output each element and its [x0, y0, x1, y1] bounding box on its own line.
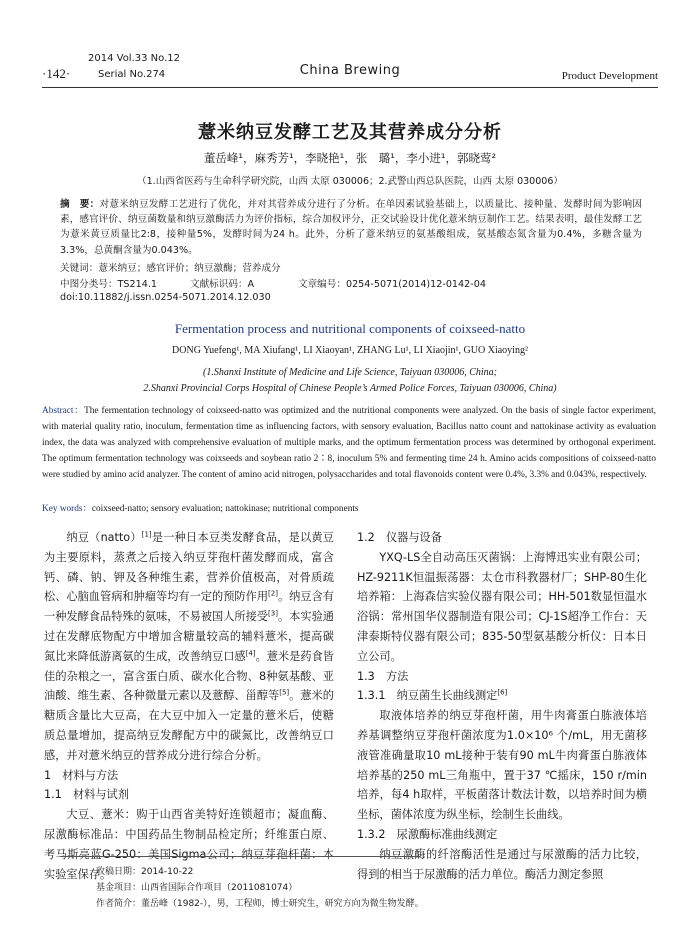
- english-abstract-text: The fermentation technology of coixseed-natto was optimized and the nutritional components were analyzed. On the basis of single factor experiment, with material quality ratio, inoculum, fermentation time as influencing factors, with sensory evaluation, Bacillus natto count and nattokinase activity as evaluation index, the data was analyzed with comprehensive evaluation of multiple marks, and the optimum fermentation process was determined by orthogonal experiment. The optimum fermentation technology was coixseeds and soybean ratio 2∶8, inoculum 5% and fermenting time 24 h. Amino acids compositions of coixseed-natto were studied by amino acid analyzer. The content of amino acid nitrogen, polysaccharides and total flavonoids content were 0.4%, 3.3% and 0.043%, respectively.: [42, 406, 656, 481]
- english-affiliation-2: 2.Shanxi Provincial Corps Hospital of Chinese People’s Armed Police Forces, Taiyuan 030006, China): [143, 383, 557, 394]
- english-affiliation-1: (1.Shanxi Institute of Medicine and Life Science, Taiyuan 030006, China;: [202, 367, 498, 378]
- footnote-received: 收稿日期：2014-10-22: [96, 867, 194, 877]
- section-name: Product Development: [561, 70, 658, 82]
- citation-3: [3]: [268, 609, 278, 618]
- english-abstract: [42, 403, 656, 483]
- citation-5: [5]: [279, 688, 290, 697]
- english-title: Fermentation process and nutritional components of coixseed-natto: [174, 321, 526, 336]
- keywords-zh: 关键词：薏米纳豆；感官评价；纳豆激酶；营养成分: [60, 263, 281, 274]
- section-heading-1-1: 1.1 材料与试剂: [44, 788, 129, 802]
- article-number: 文章编号：0254-5071(2014)12-0142-04: [298, 279, 486, 290]
- intro-text-1: 纳豆（natto）: [66, 531, 142, 544]
- growth-curve-paragraph: 取液体培养的纳豆芽孢杆菌，用牛肉膏蛋白胨液体培养基调整纳豆芽孢杆菌浓度为1.0×10⁶ 个/mL，用无菌移液管准确量取10 mL接种于装有90 mL牛肉膏蛋白胨液体培养基的250 mL三角瓶中，置于37 ℃摇床，150 r/min培养，每4 h取样，平板菌落计数法计数，以培养时间为横坐标，菌体浓度为纵坐标，绘制生长曲线。: [357, 709, 647, 822]
- doi: doi:10.11882/j.issn.0254-5071.2014.12.030: [60, 292, 271, 303]
- intro-text-5: 。薏米是药食皆佳的杂粮之一，富含蛋白质、碳水化合物、8种氨基酸、亚油酸、维生素、各种微量元素以及薏醇、甾醇等: [44, 649, 334, 703]
- volume-info: 2014 Vol.33 No.12: [88, 53, 180, 64]
- intro-text-4: 。本实验通过在发酵底物配方中增加含糖量较高的辅料薏米，提高碳氮比来降低游离氨的生成，改善纳豆口感: [44, 610, 334, 663]
- clc-number: 中图分类号：TS214.1: [60, 279, 157, 290]
- serial-info: Serial No.274: [98, 69, 166, 80]
- section-heading-1-2: 1.2 仪器与设备: [357, 531, 442, 544]
- citation-1: [1]: [141, 530, 152, 539]
- affiliation-zh: （1.山西省医药与生命科学研究院，山西 太原 030006；2.武警山西总队医院，山西 太原 030006）: [137, 176, 563, 187]
- intro-text-3: 。纳豆含有一种发酵食品特殊的氨味，不易被国人所接受: [44, 590, 334, 624]
- section-heading-1-3: 1.3 方法: [357, 669, 409, 683]
- materials-paragraph: 大豆、薏米：购于山西省美特好连锁超市；凝血酶、尿激酶标准品：中国药品生物制品检定所；纤维蛋白原、考马斯亮蓝G-250：美国Sigma公司；纳豆芽孢杆菌：本实验室保存。: [44, 808, 334, 881]
- article-title: 薏米纳豆发酵工艺及其营养成分分析: [198, 122, 502, 143]
- body-right-column: [357, 528, 647, 884]
- english-keywords-text: coixseed-natto; sensory evaluation; nattokinase; nutritional components: [91, 504, 359, 514]
- footnote-fund: 基金项目：山西省国际合作项目（2011081074）: [96, 883, 298, 893]
- section-heading-1: 1 材料与方法: [44, 768, 119, 782]
- abstract-zh: [60, 197, 642, 258]
- document-code: 文献标识码：A: [190, 279, 255, 290]
- heading-1-3-1-text: 1.3.1 纳豆菌生长曲线测定: [357, 689, 498, 703]
- intro-text-6: 。薏米的糖质含量比大豆高，在大豆中加入一定量的薏米后，使糖质总量增加，提高纳豆发酵配方中的碳氮比，改善纳豆口感，并对薏米纳豆的营养成分进行综合分析。: [44, 689, 334, 762]
- journal-name: China Brewing: [299, 63, 401, 78]
- header-divider: [42, 87, 658, 88]
- equipment-paragraph: YXQ-LS全自动高压灭菌锅：上海博迅实业有限公司；HZ-9211K恒温振荡器：太仓市科教器材厂；SHP-80生化培养箱：上海森信实验仪器有限公司；HH-501数显恒温水浴锅：常州国华仪器制造有限公司；CJ-1S超净工作台：天津泰斯特仪器有限公司；835-50型氨基酸分析仪：日本日立公司。: [357, 550, 647, 663]
- intro-text-2: 是一种日本豆类发酵食品，是以黄豆为主要原料，蒸煮之后接入纳豆芽孢杆菌发酵而成，富含钙、磷、钠、钾及各种维生素，营养价值极高，对骨质疏松、心脑血管病和肿瘤等均有一定的预防作用: [44, 531, 334, 604]
- english-authors: DONG Yuefeng¹, MA Xiufang¹, LI Xiaoyan¹, ZHANG Lu¹, LI Xiaojin¹, GUO Xiaoying²: [172, 345, 528, 356]
- abstract-zh-text: 对薏米纳豆发酵工艺进行了优化，并对其营养成分进行了分析。在单因素试验基础上，以质量比、接种量、发酵时间为影响因素，感官评价、纳豆菌数量和纳豆激酶活力为评价指标，综合加权评分，正交试验设计优化薏米纳豆制作工艺。结果表明，最佳发酵工艺为薏米黄豆质量比2:8，接种量5%，发酵时间为24 h。此外，分析了薏米纳豆的氨基酸组成，氨基酸态氮含量为0.4%，多糖含量为3.3%，总黄酮含量为0.043%。: [60, 199, 643, 256]
- english-keywords: [42, 500, 359, 514]
- urokinase-paragraph: 纳豆激酶的纤溶酶活性是通过与尿激酶的活力比较，得到的相当于尿激酶的活力单位。酶活力测定参照: [357, 847, 647, 881]
- citation-4: [4]: [245, 649, 256, 658]
- citation-6: [6]: [497, 688, 508, 697]
- citation-2: [2]: [268, 589, 278, 598]
- page-number: ·142·: [42, 66, 71, 81]
- section-heading-1-3-2: 1.3.2 尿激酶标准曲线测定: [357, 827, 498, 841]
- body-left-column: [44, 528, 334, 884]
- authors-zh: 董岳峰¹，麻秀芳¹，李晓艳¹，张 璐¹，李小进¹，郭晓莺²: [203, 151, 497, 165]
- section-heading-1-3-1: [357, 686, 647, 706]
- english-abstract-label: Abstract：: [42, 406, 85, 416]
- english-keywords-label: Key words：: [42, 504, 92, 514]
- footnote-author: 作者简介：董岳峰（1982-），男，工程师，博士研究生，研究方向为微生物发酵。: [96, 899, 424, 909]
- intro-paragraph: [44, 528, 334, 766]
- footnote-divider: [60, 856, 420, 857]
- abstract-zh-label: 摘 要：: [60, 199, 100, 210]
